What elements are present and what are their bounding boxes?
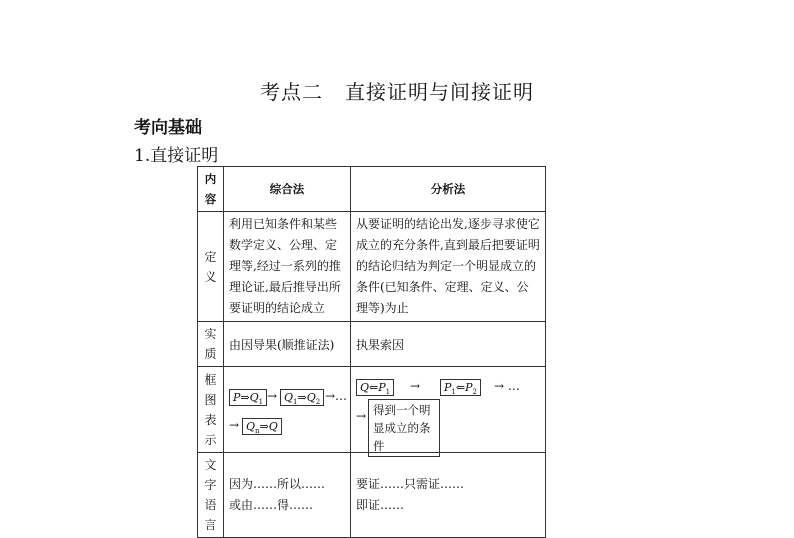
flow-box-conclusion: 得到一个明显成立的条件	[368, 399, 440, 457]
essence-analytic: 执果索因	[351, 322, 546, 367]
row-label-definition: 定义	[198, 212, 224, 322]
table-row	[198, 453, 546, 538]
arrow-icon: →	[356, 408, 367, 423]
table-header-row	[198, 167, 546, 212]
flow-box: $P\Rightarrow Q_1$	[229, 389, 267, 406]
language-synthetic: 因为……所以…… 或由……得……	[224, 453, 351, 538]
diagram-synthetic	[224, 367, 351, 453]
flow-box: $Q_n\Rightarrow Q$	[242, 418, 282, 435]
title-part-1: 考点二	[260, 80, 323, 104]
flow-box: $Q⇐P_1$	[356, 379, 394, 396]
table-row	[198, 212, 546, 322]
header-content: 内容	[198, 167, 224, 212]
table-row	[198, 322, 546, 367]
page-title	[0, 76, 794, 105]
flow-box: $P_1⇐P_2$	[440, 379, 481, 396]
row-label-diagram: 框图表示	[198, 367, 224, 453]
comparison-table	[197, 166, 546, 538]
flow-box: $Q_1\Rightarrow Q_2$	[280, 389, 324, 406]
arrow-icon: →…	[325, 388, 348, 403]
essence-synthetic: 由因导果(顺推证法)	[224, 322, 351, 367]
definition-analytic: 从要证明的结论出发,逐步寻求使它成立的充分条件,直到最后把要证明的结论归结为判定一个明显成立的条件(已知条件、定理、定义、公理等)为止	[351, 212, 546, 322]
table-row	[198, 367, 546, 453]
arrow-icon: →	[267, 388, 278, 403]
arrow-icon: →	[410, 378, 421, 393]
header-synthetic: 综合法	[224, 167, 351, 212]
language-analytic: 要证……只需证…… 即证……	[351, 453, 546, 538]
section-title: 1.直接证明	[134, 146, 219, 166]
definition-synthetic: 利用已知条件和某些数学定义、公理、定理等,经过一系列的推理论证,最后推导出所要证明的结论成立	[224, 212, 351, 322]
row-label-essence: 实质	[198, 322, 224, 367]
header-analytic: 分析法	[351, 167, 546, 212]
diagram-analytic	[351, 367, 546, 453]
subheading: 考向基础	[134, 118, 202, 138]
title-part-2: 直接证明与间接证明	[345, 80, 534, 104]
arrow-icon: →	[229, 417, 240, 432]
arrow-icon: → …	[494, 378, 520, 393]
row-label-language: 文字语言	[198, 453, 224, 538]
